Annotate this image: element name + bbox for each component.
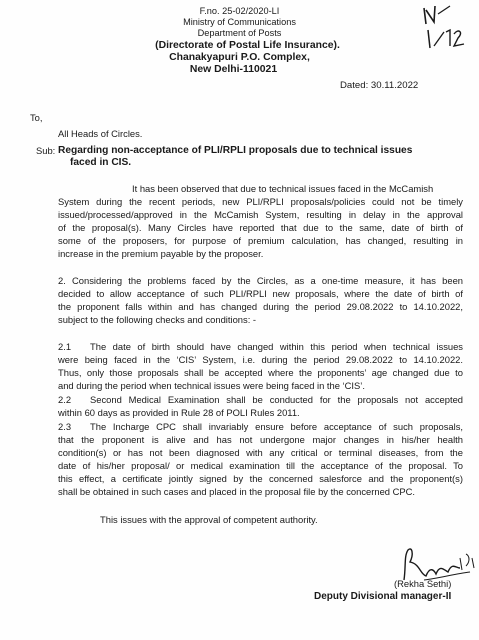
signatory-designation: Deputy Divisional manager-II xyxy=(314,591,452,602)
clause-number: 2.1 xyxy=(58,341,72,352)
directorate-name: (Directorate of Postal Life Insurance). xyxy=(155,40,340,51)
para2-line: the proponent falls within and has changed during the period 29.08.2022 to 14.10.2022, xyxy=(58,301,463,312)
clause-line: Second Medical Examination shall be conducted for the proposals not accepted xyxy=(90,394,463,405)
para2-line: decided to allow acceptance of such PLI/RPLI new proposals, where the date of birth of xyxy=(58,288,463,299)
para1-line: It has been observed that due to technical issues faced in the McCamish xyxy=(132,183,434,194)
para1-line: issued/processed/approved in the McCamish System, resulting in delay in the approval xyxy=(58,209,463,220)
ministry-name: Ministry of Communications xyxy=(183,17,296,27)
closing-line: This issues with the approval of competent authority. xyxy=(100,514,318,525)
para2-line: subject to the following checks and conditions: - xyxy=(58,314,257,325)
para1-line: System during the recent periods, new PLI/RPLI proposals/policies could not be timely xyxy=(58,196,463,207)
clause-line: condition(s) or has not been diagnosed with any critical or terminal diseases, from the xyxy=(58,447,463,458)
address-line-1: Chanakyapuri P.O. Complex, xyxy=(169,52,310,63)
clause-line: that the proponent is alive and has not undergone major changes in his/her health xyxy=(58,434,463,445)
to-label: To, xyxy=(30,112,43,123)
clause-line: Thus, only those proposals shall be accepted where the proponents’ age changed due to xyxy=(58,367,463,378)
clause-line: date of his/her proposal/ or medical examination till the acceptance of the proposal. To xyxy=(58,460,463,471)
para1-line: of the proposal(s). Many Circles have reported that due to the same, date of birth of xyxy=(58,222,463,233)
clause-line: were being faced in the ‘CIS’ System, i.e. during the period 29.08.2022 to 14.10.2022. xyxy=(58,354,463,365)
address-line-2: New Delhi-110021 xyxy=(189,64,278,75)
subject-line-2: faced in CIS. xyxy=(70,157,132,168)
clause-line: and during the period when technical issues were being faced in the ‘CIS’. xyxy=(58,380,365,391)
recipient: All Heads of Circles. xyxy=(58,128,143,139)
department-name: Department of Posts xyxy=(197,28,282,38)
para1-line: some of the proposers, for purpose of premium calculation, has changed, resulting in xyxy=(58,235,463,246)
para1-line: increase in the premium payable by the proposer. xyxy=(58,248,264,259)
clause-line: The Incharge CPC shall invariably ensure before acceptance of such proposals, xyxy=(90,421,463,432)
para2-line: 2. Considering the problems faced by the Circles, as a one-time measure, it has been xyxy=(58,275,463,286)
signatory-name: (Rekha Sethi) xyxy=(394,578,452,589)
subject-line-1: Regarding non-acceptance of PLI/RPLI proposals due to technical issues xyxy=(58,145,413,156)
clause-number: 2.2 xyxy=(58,394,72,405)
subject-prefix: Sub: xyxy=(36,145,56,156)
clause-line: this effect, a certificate jointly signed by the concerned salesforce and the proponent(s) xyxy=(58,473,463,484)
letter-date: Dated: 30.11.2022 xyxy=(340,80,419,91)
clause-line: The date of birth should have changed within this period when technical issues xyxy=(90,341,463,352)
handwritten-note-icon xyxy=(418,2,478,52)
clause-number: 2.3 xyxy=(58,421,72,432)
clause-line: within 60 days as provided in Rule 28 of POLI Rules 2011. xyxy=(58,407,300,418)
clause-line: shall be obtained in such cases and placed in the proposal file by the concerned CPC. xyxy=(58,486,415,497)
file-number: F.no. 25-02/2020-LI xyxy=(199,6,280,16)
